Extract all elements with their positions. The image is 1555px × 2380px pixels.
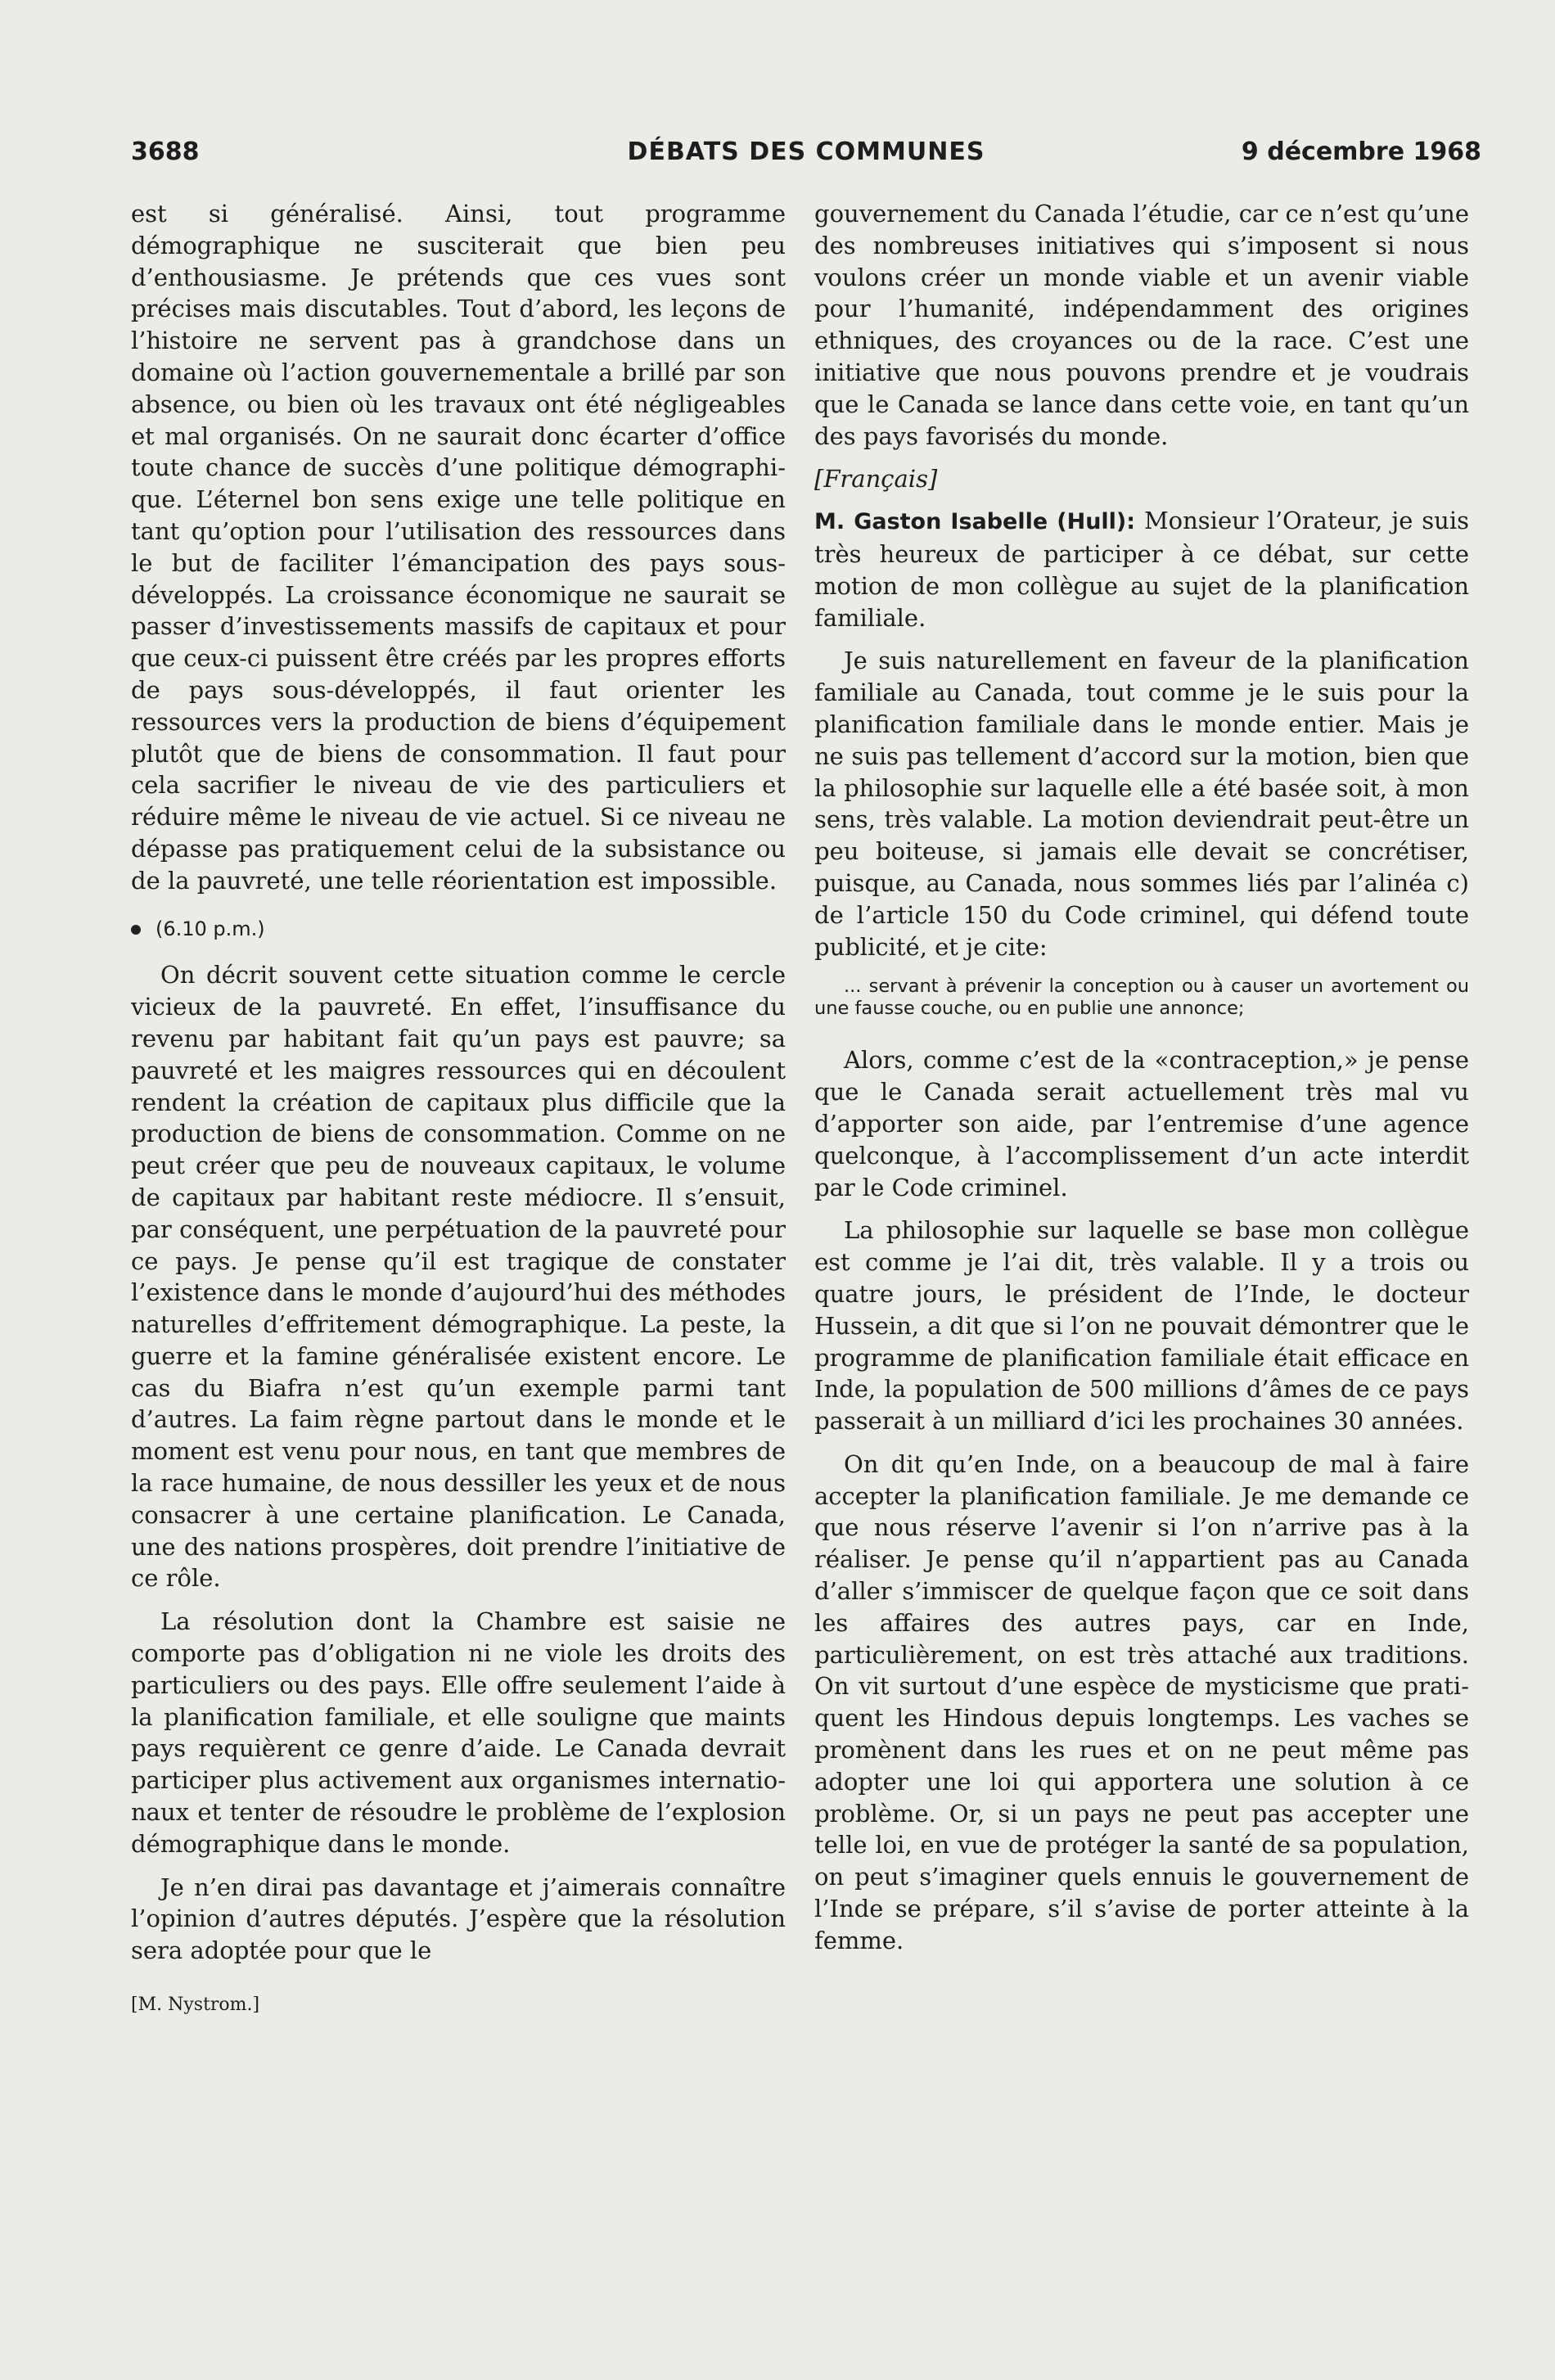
right-column (814, 198, 1469, 1957)
bullet-icon (131, 925, 141, 935)
paragraph: Je suis naturellement en faveur de la planification familiale au Canada, tout comme je le suis pour la planification familiale dans le monde entier. Mais je ne suis pas tellement d’accord sur la motion, bien que la philosophie sur laquelle elle a été basée soit, à mon sens, très valable. La motion deviendrait peut-être un peu boiteuse, si jamais elle devait se concrétiser, puisque, au Canada, nous sommes liés par l’alinéa c) de l’article 150 du Code criminel, qui défend toute publicité, et je cite: (814, 647, 1469, 961)
time-marker (131, 913, 786, 945)
block-quote: ... servant à prévenir la conception ou à causer un avortement ou une fausse couche, ou en publie une annonce; (814, 976, 1469, 1020)
time-marker-text: (6.10 p.m.) (156, 917, 265, 940)
page-header (131, 134, 1481, 174)
paragraph: Alors, comme c’est de la «contraception,» je pense que le Canada serait actuellement très mal vu d’apporter son aide, par l’entremise d’une agence quelconque, à l’accomplissement d’un acte interdit par le Code criminel. (814, 1046, 1469, 1201)
paragraph: gouvernement du Canada l’étudie, car ce n’est qu’une des nombreuses initiatives qui s’imposent si nous voulons créer un monde viable et un avenir viable pour l’humanité, indépendamment des origines ethniques, des croyances ou de la race. C’est une initiative que nous pouvons prendre et je voudrais que le Canada se lance dans cette voie, en tant qu’un des pays favorisés du monde. (814, 200, 1469, 450)
speech-text: Monsieur l’Orateur, je suis très heureux de participer à ce débat, sur cette motion de mon collègue au sujet de la planification familiale. (814, 507, 1470, 632)
page-date: 9 décembre 1968 (1241, 137, 1481, 166)
publication-title: DÉBATS DES COMMUNES (627, 137, 985, 166)
paragraph: On décrit souvent cette situation comme le cercle vicieux de la pauvreté. En effet, l’insuffisance du revenu par habitant fait qu’un pays est pauvre; sa pauvreté et les maigres ressources qui en découlent rendent la création de capitaux plus difficile que la production de biens de consommation. Comme on ne peut créer que peu de nouveaux capitaux, le volume de capitaux par habitant reste médiocre. Il s’ensuit, par conséquent, une perpétuation de la pauvreté pour ce pays. Je pense qu’il est tragique de constater l’existence dans le monde d’aujourd’hui des méthodes naturelles d’effritement démographique. La peste, la guerre et la famine généralisée existent encore. Le cas du Biafra n’est qu’un exemple parmi tant d’autres. La faim règne partout dans le monde et le moment est venu pour nous, en tant que membres de la race humaine, de nous dessiller les yeux et de nous consacrer à une certaine planification. Le Canada, une des nations prospères, doit prendre l’initiative de ce rôle. (131, 961, 786, 1593)
left-column (131, 198, 786, 2022)
paragraph: est si généralisé. Ainsi, tout programme démographique ne susciterait que bien peu d’enthousiasme. Je prétends que ces vues sont précises mais discutables. Tout d’abord, les leçons de l’histoire ne servent pas à grandchose dans un domaine où l’action gouvernementale a brillé par son absence, ou bien où les travaux ont été négligeables et mal organisés. On ne saurait donc écarter d’office toute chance de succès d’une politique démographique. L’éternel bon sens exige une telle politique en tant qu’option pour l’utilisation des ressources dans le but de faciliter l’émancipation des pays sous-développés. La croissance économique ne saurait se passer d’investissements massifs de capitaux et pour que ceux-ci puissent être créés par les propres efforts de pays sous-développés, il faut orienter les ressources vers la production de biens d’équipement plutôt que de biens de consommation. Il faut pour cela sacrifier le niveau de vie des particuliers et réduire même le niveau de vie actuel. Si ce niveau ne dépasse pas pratiquement celui de la subsistance ou de la pauvreté, une telle réorientation est impossible. (131, 200, 786, 895)
language-note: [Français] (814, 465, 938, 494)
paragraph: On dit qu’en Inde, on a beaucoup de mal à faire accepter la planification familiale. Je me demande ce que nous réserve l’avenir si l’on n’arrive pas à la réaliser. Je pense qu’il n’appartient pas au Canada d’aller s’immiscer de quelque façon que ce soit dans les affaires des autres pays, car en Inde, particulièrement, on est très attaché aux traditions. On vit surtout d’une espèce de mysticisme que pratiquent les Hindous depuis longtemps. Les vaches se promènent dans les rues et on ne peut même pas adopter une loi qui apportera une solution à ce problème. Or, si un pays ne peut pas accepter une telle loi, en vue de protéger la santé de sa population, on peut s’imaginer quels ennuis le gouvernement de l’Inde se prépare, s’il s’avise de porter atteinte à la femme. (814, 1449, 1469, 1954)
paragraph: Je n’en dirai pas davantage et j’aimerais connaître l’opinion d’autres députés. J’espère que la résolution sera adoptée pour que le (131, 1873, 786, 1965)
paragraph: La résolution dont la Chambre est saisie ne comporte pas d’obligation ni ne viole les droits des particuliers ou des pays. Elle offre seulement l’aide à la planification familiale, et elle souligne que maints pays requièrent ce genre d’aide. Le Canada devrait participer plus activement aux organismes internationaux et tenter de résoudre le problème de l’explosion démographique dans le monde. (131, 1607, 786, 1858)
speaker-name: M. Gaston Isabelle (Hull): (814, 509, 1136, 535)
page-number: 3688 (131, 137, 200, 166)
speech-opening (814, 505, 1469, 633)
speaker-attribution: [M. Nystrom.] (131, 1995, 260, 2016)
paragraph: La philosophie sur laquelle se base mon collègue est comme je l’ai dit, très valable. Il y a trois ou quatre jours, le président de l’Inde, le docteur Hussein, a dit que si l’on ne pouvait démontrer que le programme de planification familiale était efficace en Inde, la population de 500 millions d’âmes de ce pays passerait à un milliard d’ici les prochaines 30 années. (814, 1216, 1469, 1436)
